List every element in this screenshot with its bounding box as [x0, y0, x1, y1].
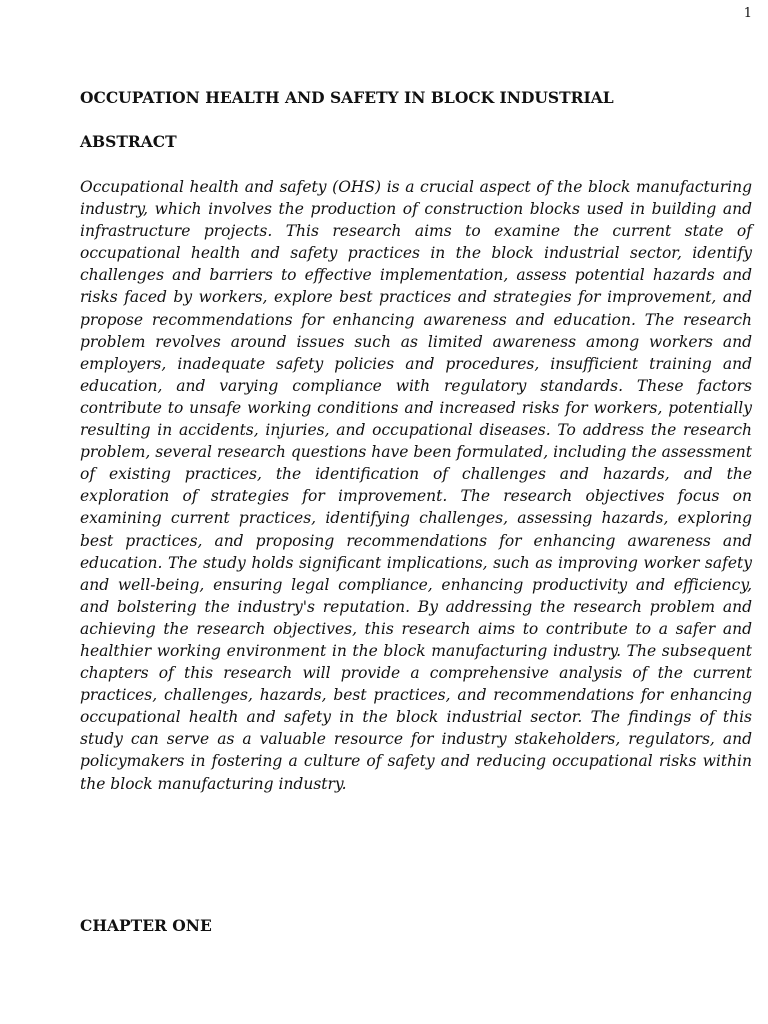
abstract-heading: ABSTRACT [80, 132, 177, 151]
page-number: 1 [743, 6, 752, 21]
chapter-heading: CHAPTER ONE [80, 916, 212, 935]
abstract-body: Occupational health and safety (OHS) is a crucial aspect of the block manufacturing industry, which involves the production of construction blocks used in building and infrastructure projects. This research aims to examine the current state of occupational health and safety practices in the block industrial sector, identify challenges and barriers to effective implementation, assess potential hazards and risks faced by workers, explore best practices and strategies for improvement, and propose recommendations for enhancing awareness and education. The research problem revolves around issues such as limited awareness among workers and employers, inadequate safety policies and procedures, insufficient training and education, and varying compliance with regulatory standards. These factors contribute to unsafe working conditions and increased risks for workers, potentially resulting in accidents, injuries, and occupational diseases. To address the research problem, several research questions have been formulated, including the assessment of existing practices, the identification of challenges and hazards, and the exploration of strategies for improvement. The research objectives focus on examining current practices, identifying challenges, assessing hazards, exploring best practices, and proposing recommendations for enhancing awareness and education. The study holds significant implications, such as improving worker safety and well-being, ensuring legal compliance, enhancing productivity and efficiency, and bolstering the industry's reputation. By addressing the research problem and achieving the research objectives, this research aims to contribute to a safer and healthier working environment in the block manufacturing industry. The subsequent chapters of this research will provide a comprehensive analysis of the current practices, challenges, hazards, best practices, and recommendations for enhancing occupational health and safety in the block industrial sector. The findings of this study can serve as a valuable resource for industry stakeholders, regulators, and policymakers in fostering a culture of safety and reducing occupational risks within the block manufacturing industry. [80, 178, 752, 793]
document-title: OCCUPATION HEALTH AND SAFETY IN BLOCK INDUSTRIAL [80, 88, 614, 107]
